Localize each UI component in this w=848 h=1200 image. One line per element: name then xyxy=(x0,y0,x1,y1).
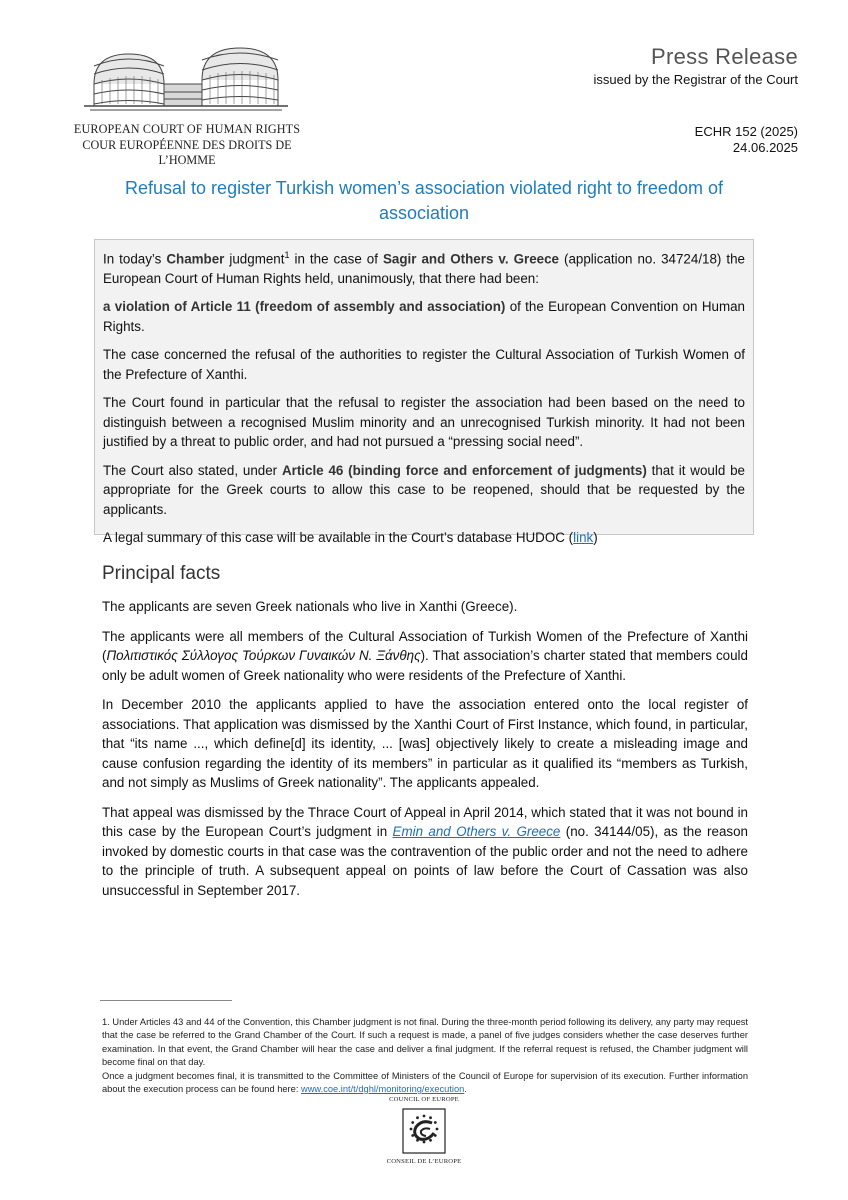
facts-paragraph-3: In December 2010 the applicants applied to have the association entered onto the local register of associations. That application was dismissed by the Xanthi Court of First Instance, which found, in particular, that “its name ..., which define[d] its identity, ... [was] objectively likely to create a misleading image and cause confusion regarding the identity of its members” in particular as it qualified its “members as Turkish, and not simply as Muslims of Greek nationality”. The applicants appealed. xyxy=(102,697,748,790)
council-of-europe-emblem-icon xyxy=(386,1107,462,1155)
court-building-icon xyxy=(54,44,320,122)
press-release-title: Press Release xyxy=(651,44,798,69)
violation-statement: a violation of Article 11 (freedom of assembly and association) xyxy=(103,299,506,315)
principal-facts-body xyxy=(102,597,748,910)
greek-association-name: Πολιτιστικός Σύλλογος Τούρκων Γυναικών Ν. Ξάνθης xyxy=(106,648,421,663)
footnote-divider xyxy=(100,1000,232,1001)
summary-paragraph-4: The Court found in particular that the refusal to register the association had been based on the need to distinguish between a recognised Muslim minority and an unrecognised Turkish minority. It had not been justified by a threat to public order, and had not pursued a “pressing social need”. xyxy=(103,395,745,450)
footnote-paragraph-2: Once a judgment becomes final, it is transmitted to the Committee of Ministers of the Council of Europe for supervision of its execution. Further information about the execution process can be found here: www.coe.int/t/dghl/monitoring/execution. xyxy=(102,1070,748,1095)
principal-facts-heading: Principal facts xyxy=(102,563,221,584)
facts-paragraph-4: That appeal was dismissed by the Thrace Court of Appeal in April 2014, which stated that it was not bound in this case by the European Court’s judgment in Emin and Others v. Greece (no. 34144/05), as the reason invoked by domestic courts in that case was the contravention of the public order and not the need to adhere to the principle of truth. A subsequent appeal on points of law before the Court of Cassation was also unsuccessful in September 2017. xyxy=(102,804,748,898)
court-name-french: COUR EUROPÉENNE DES DROITS DE L’HOMME xyxy=(82,138,292,167)
headline: Refusal to register Turkish women’s association violated right to freedom of association xyxy=(125,178,723,223)
hudoc-link[interactable]: link xyxy=(573,530,594,546)
execution-link[interactable]: www.coe.int/t/dghl/monitoring/execution xyxy=(301,1084,465,1095)
chamber-label: Chamber xyxy=(166,251,225,267)
coe-logo-top-text: COUNCIL OF EUROPE xyxy=(389,1096,459,1103)
coe-logo-bottom-text: CONSEIL DE L’EUROPE xyxy=(386,1158,462,1165)
issued-by: issued by the Registrar of the Court xyxy=(593,72,798,87)
summary-paragraph-6: A legal summary of this case will be available in the Court’s database HUDOC (link) xyxy=(103,530,598,546)
summary-paragraph-1: In today’s Chamber judgment$^1$ in the case of Sagir and Others v. Greece (application no. 34724/18) the European Court of Human Rights held, unanimously, that there had been: xyxy=(103,250,746,286)
footnote xyxy=(102,1016,748,1096)
summary-paragraph-3: The case concerned the refusal of the authorities to register the Cultural Association of Turkish Women of the Prefecture of Xanthi. xyxy=(103,347,745,382)
summary-box xyxy=(94,239,754,546)
article-46-label: Article 46 (binding force and enforcement of judgments) xyxy=(281,462,647,478)
case-name: Sagir and Others v. Greece xyxy=(382,251,559,267)
footnote-paragraph-1: 1. Under Articles 43 and 44 of the Convention, this Chamber judgment is not final. During the three-month period following its delivery, any party may request that the case be referred to the Grand Chamber of the Court. If such a request is made, a panel of five judges considers whether the case deserves further examination. In that event, the Grand Chamber will hear the case and deliver a final judgment. If the referral request is refused, the Chamber judgment will become final on that day. xyxy=(102,1017,748,1068)
summary-paragraph-2: a violation of Article 11 (freedom of assembly and association) of the European Convention on Human Rights. xyxy=(103,299,745,334)
summary-paragraph-5: The Court also stated, under Article 46 (binding force and enforcement of judgments) that it would be appropriate for the Greek courts to allow this case to be reopened, should that be requested by the applicants. xyxy=(103,462,746,517)
emin-case-link[interactable]: Emin and Others v. Greece xyxy=(392,824,561,839)
footnote-marker[interactable]: 1 xyxy=(284,250,290,260)
facts-paragraph-2: The applicants were all members of the Cultural Association of Turkish Women of the Prefecture of Xanthi (Πολιτιστικός Σύλλογος Τούρκων Γυναικών Ν. Ξάνθης). That association’s charter stated that members could only be adult women of Greek nationality who were residents of the Prefecture of Xanthi. xyxy=(102,628,748,683)
court-name-english: EUROPEAN COURT OF HUMAN RIGHTS xyxy=(73,122,301,136)
facts-paragraph-1: The applicants are seven Greek nationals who live in Xanthi (Greece). xyxy=(102,599,518,614)
reference-number: ECHR 152 (2025) xyxy=(694,124,798,139)
release-date: 24.06.2025 xyxy=(732,140,798,155)
